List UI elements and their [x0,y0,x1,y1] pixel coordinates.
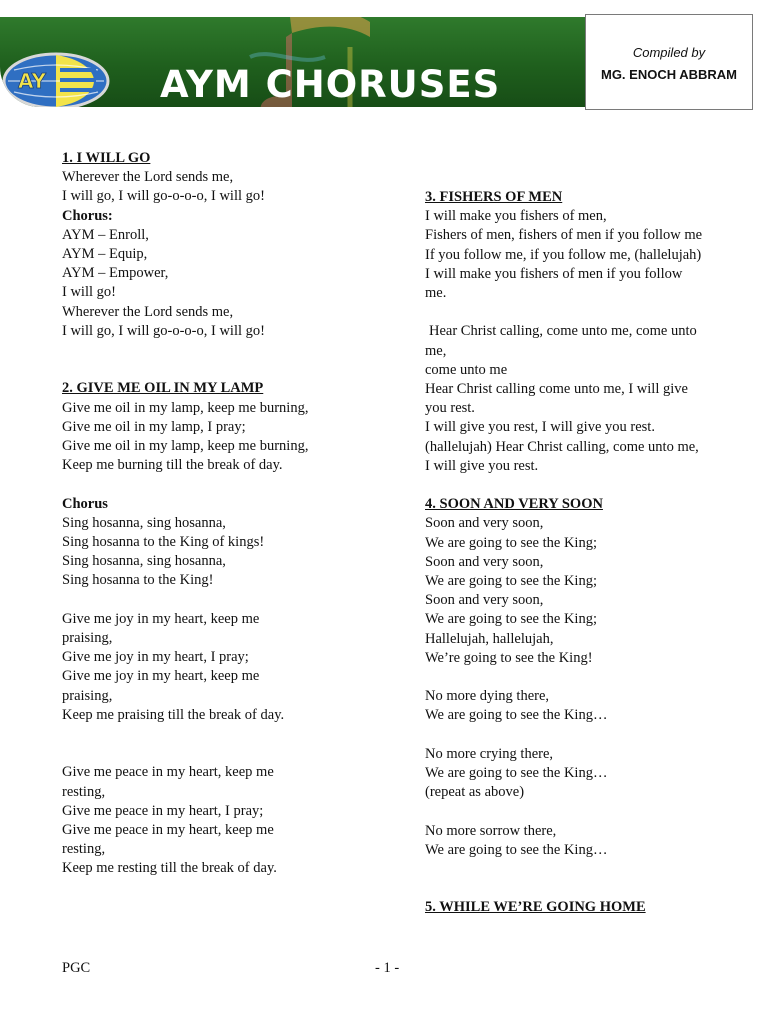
lyric-line: We are going to see the King… [425,841,608,858]
lyric-line: Give me oil in my lamp, keep me burning, [62,438,309,455]
lyric-line: (repeat as above) [425,784,525,801]
lyric-line: We’re going to see the King! [425,649,593,666]
lyric-line: Give me oil in my lamp, keep me burning, [62,399,309,416]
footer-label: PGC [62,960,91,976]
lyric-line: AYM – Equip, [62,246,148,263]
lyric-line: I will give you rest, I will give you rest. [425,419,655,436]
lyric-line: Give me peace in my heart, keep me resting, [62,764,274,800]
lyric-line: Sing hosanna to the King! [62,572,214,589]
song-title: 3. FISHERS OF MEN [425,189,563,205]
chorus-label: Chorus [62,495,108,512]
lyric-line: No more dying there, [425,688,550,705]
lyric-line: Soon and very soon, [425,592,544,609]
lyric-line: I will go, I will go-o-o-o, I will go! [62,188,265,205]
lyric-line: No more sorrow there, [425,822,557,839]
lyric-line: We are going to see the King; [425,573,597,590]
lyric-line: Hear Christ calling come unto me, I will give you rest. [425,381,688,417]
lyric-line: Keep me burning till the break of day. [62,457,283,474]
lyric-line: Hear Christ calling, come unto me, come unto me, [425,323,697,359]
lyric-line: Sing hosanna, sing hosanna, [62,553,226,570]
svg-text:AY: AY [17,69,47,93]
page-title: AYM CHORUSES [160,63,501,106]
lyric-line: Give me joy in my heart, keep me praising, [62,610,260,647]
compiled-by-box [585,14,753,110]
lyric-line: I will give you rest. [425,457,539,474]
lyric-line: Hallelujah, hallelujah, [425,630,554,647]
lyric-line: No more crying there, [425,745,554,762]
song-title: 2. GIVE ME OIL IN MY LAMP [62,380,264,397]
lyric-line: Wherever the Lord sends me, [62,169,234,186]
header-banner [0,17,600,107]
song-title: 4. SOON AND VERY SOON [425,496,603,513]
lyric-line: Give me joy in my heart, keep me praising, [62,668,260,704]
lyric-line: I will make you fishers of men if you follow me. [425,265,683,302]
lyric-line: Give me oil in my lamp, I pray; [62,418,246,435]
song-title: 5. WHILE WE’RE GOING HOME [425,899,646,916]
lyric-line: If you follow me, if you follow me, (hallelujah) [425,246,702,263]
compiler-name: MG. ENOCH ABBRAM [600,67,737,82]
right-column [425,188,725,918]
aym-logo [2,52,110,107]
lyric-line: come unto me [425,361,508,378]
page-number: - 1 - [375,960,400,976]
lyric-line: We are going to see the King; [425,534,597,551]
lyric-line: Give me peace in my heart, keep me resting, [62,822,274,858]
compiled-by-label: Compiled by [632,45,706,60]
left-column [62,149,312,879]
lyric-line: I will go! [62,284,116,301]
lyric-line: AYM – Enroll, [62,226,149,243]
lyric-line: Keep me praising till the break of day. [62,706,285,723]
song-title: 1. I WILL GO [62,150,151,166]
lyric-line: Sing hosanna to the King of kings! [62,534,265,551]
lyric-line: I will go, I will go-o-o-o, I will go! [62,322,265,339]
lyric-line: Soon and very soon, [425,515,544,532]
lyric-line: Give me peace in my heart, I pray; [62,802,264,819]
lyric-line: Wherever the Lord sends me, [62,303,234,320]
lyric-line: Sing hosanna, sing hosanna, [62,514,226,531]
lyric-line: (hallelujah) Hear Christ calling, come unto me, [425,438,699,455]
lyric-line: Keep me resting till the break of day. [62,860,277,877]
lyric-line: We are going to see the King… [425,707,608,724]
lyric-line: We are going to see the King… [425,765,608,782]
lyric-line: AYM – Empower, [62,265,169,282]
chorus-label: Chorus: [62,207,113,224]
lyric-line: We are going to see the King; [425,611,597,628]
lyric-line: Fishers of men, fishers of men if you follow me [425,227,703,244]
lyric-line: Soon and very soon, [425,553,544,570]
lyric-line: I will make you fishers of men, [425,208,607,225]
lyric-line: Give me joy in my heart, I pray; [62,649,249,666]
